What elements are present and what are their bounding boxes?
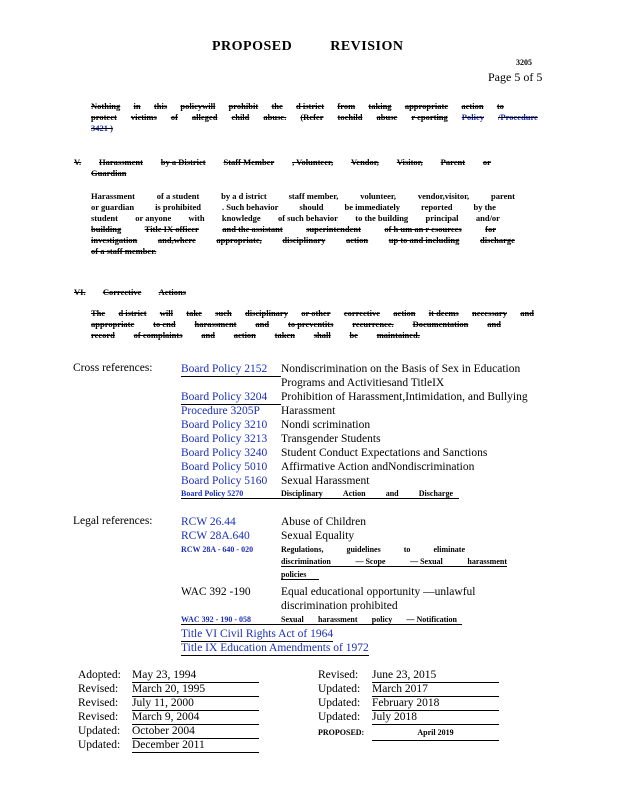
cross-ref-link[interactable]: Board Policy 3204 — [181, 390, 281, 405]
cross-ref-row: Board Policy 3204 Prohibition of Harassment,Intimidation, and Bullying — [181, 391, 528, 403]
title-word-revision: REVISION — [330, 39, 404, 54]
legal-ref-wac-058: WAC 392 - 190 - 058 Sexual harassment policy — Notification — [181, 615, 462, 625]
legal-ref-row: WAC 392 -190 Equal educational opportunity —unlawful — [181, 586, 476, 598]
legal-ref-link[interactable]: WAC 392 - 190 - 058 — [181, 615, 251, 624]
cross-ref-link[interactable]: Board Policy 3240 — [181, 447, 268, 459]
legal-ref-link[interactable]: WAC 392 -190 — [181, 586, 251, 598]
history-row: Revised: March 9, 2004 — [78, 710, 259, 725]
history-row-proposed: PROPOSED: April 2019 — [318, 726, 499, 741]
procedure-3421-link[interactable]: 3421 ) — [91, 123, 113, 133]
abuse-line-1: Nothing in this policywill prohibit the d istrict from taking appropriate action to — [91, 101, 504, 111]
cross-ref-link[interactable]: Board Policy 2152 — [181, 362, 281, 377]
legal-references-label: Legal references: — [73, 515, 153, 527]
history-row: Revised: March 20, 1995 — [78, 682, 259, 697]
history-row: Updated: October 2004 — [78, 724, 259, 739]
cross-ref-link[interactable]: Board Policy 5160 — [181, 475, 268, 487]
cross-ref-row: Programs and Activitiesand TitleIX — [281, 377, 445, 389]
procedure-link[interactable]: /Procedure — [498, 112, 538, 122]
cross-ref-row: Board Policy 3210 Nondi scrimination — [181, 419, 371, 431]
section-vi-heading: VI. Corrective Actions — [74, 287, 186, 297]
cross-ref-row: Board Policy 2152 Nondiscrimination on the Basis of Sex in Education — [181, 363, 521, 375]
title-ix-link[interactable]: Title IX Education Amendments of 1972 — [181, 642, 369, 654]
cross-references-label: Cross references: — [73, 362, 153, 374]
history-row: Updated: March 2017 — [318, 682, 499, 697]
history-row: Updated: December 2011 — [78, 738, 259, 753]
legal-ref-link[interactable]: RCW 28A.640 — [181, 530, 250, 542]
history-row: Revised: June 23, 2015 — [318, 668, 499, 683]
abuse-line-2: protect victims of alleged child abuse. (Refer tochild abuse r eporting Policy /Procedure — [91, 112, 538, 122]
cross-ref-row: Procedure 3205P Harassment — [181, 405, 336, 417]
cross-ref-link[interactable]: Board Policy 3210 — [181, 419, 268, 431]
legal-ref-row: RCW 28A.640 Sexual Equality — [181, 530, 355, 542]
cross-ref-link[interactable]: Board Policy 5270 — [181, 489, 244, 498]
title-vi-link[interactable]: Title VI Civil Rights Act of 1964 — [181, 628, 334, 640]
cross-ref-link[interactable]: Procedure 3205P — [181, 405, 260, 417]
page-title — [212, 39, 441, 55]
history-row: Updated: July 2018 — [318, 710, 499, 725]
legal-ref-rcw-020: RCW 28A - 640 - 020 Regulations, guidelines to eliminate discrimination — Scope — Sexual harassment policies — [181, 545, 507, 579]
policy-link[interactable]: Policy — [461, 112, 484, 122]
cross-ref-row: Board Policy 3240 Student Conduct Expectations and Sanctions — [181, 447, 488, 459]
cross-ref-row: Board Policy 3213 Transgender Students — [181, 433, 381, 445]
legal-ref-row: RCW 26.44 Abuse of Children — [181, 516, 366, 528]
abuse-line-3 — [91, 123, 504, 134]
cross-ref-link[interactable]: Board Policy 3213 — [181, 433, 268, 445]
abuse-paragraph — [91, 101, 538, 134]
history-row: Updated: February 2018 — [318, 696, 499, 711]
legal-ref-row: discrimination prohibited — [281, 600, 398, 612]
legal-ref-link[interactable]: RCW 26.44 — [181, 516, 236, 528]
cross-ref-link[interactable]: Board Policy 5010 — [181, 461, 268, 473]
page-indicator: Page 5 of 5 — [488, 70, 543, 84]
history-row: Revised: July 11, 2000 — [78, 696, 259, 711]
legal-ref-link[interactable]: RCW 28A - 640 - 020 — [181, 545, 254, 554]
history-row: Adopted: May 23, 1994 — [78, 668, 259, 683]
cross-ref-row: Board Policy 5010 Affirmative Action andNondiscrimination — [181, 461, 475, 473]
policy-number: 3205 — [516, 58, 532, 67]
section-v-body: Harassment of a student by a d istrict staff member, volunteer, vendor,visitor, parent or guardian is prohibited . Such behavior should be immediately reported by the student or anyone with knowledge of such behavior to the building principal and/or building Title IX officer and the assistant superintendent of h um an r esources for investigation and,where appropriate, disciplinary action up to and including discharge of a staff member. — [91, 191, 515, 256]
cross-ref-row: Board Policy 5160 Sexual Harassment — [181, 475, 370, 487]
section-vi-body: The d istrict will take such disciplinary or other corrective action it deems necessary and appropriate to end harassment and to preventits recurrence. Documentation and record of complaints and action taken shall be maintained. — [91, 308, 534, 340]
title-word-proposed: PROPOSED — [212, 39, 293, 54]
cross-ref-row-5270: Board Policy 5270 Disciplinary Action and Discharge — [181, 489, 459, 499]
section-v-heading: V. Harassment by a District Staff Member , Volunteer, Vendor, Visitor, Parent or Guardian — [74, 157, 491, 178]
